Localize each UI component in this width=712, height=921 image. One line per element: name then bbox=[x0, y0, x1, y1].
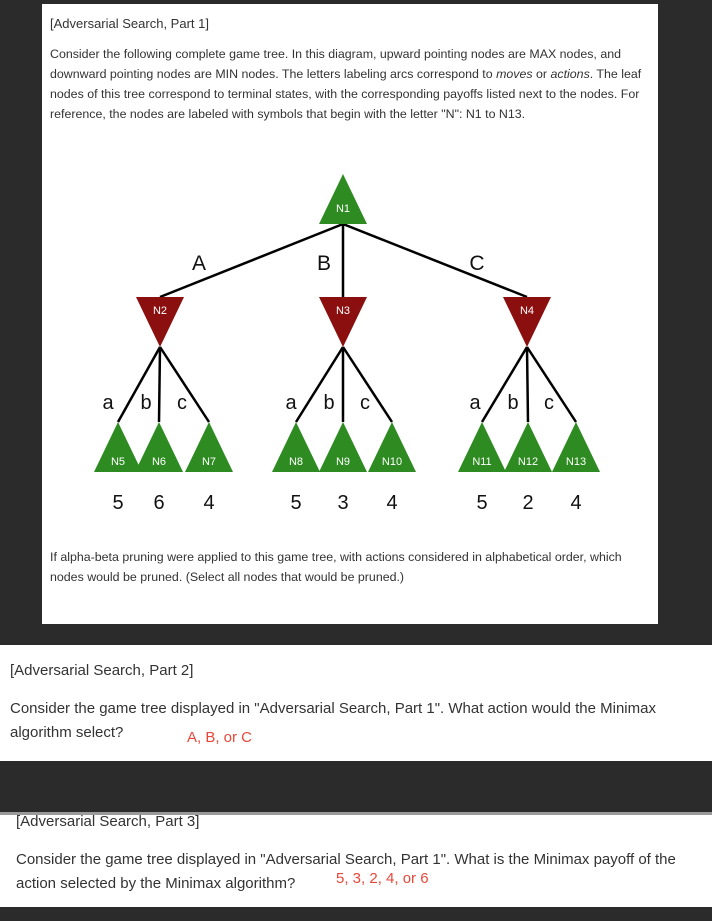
node-label-N5: N5 bbox=[110, 456, 126, 468]
node-label-N9: N9 bbox=[335, 456, 351, 468]
part1-question: If alpha-beta pruning were applied to this game tree, with actions considered in alphabetical order, which nodes would be pruned. (Select all nodes that would be pruned.) bbox=[50, 550, 622, 584]
node-label-N11: N11 bbox=[472, 456, 492, 468]
tree-nodes bbox=[94, 174, 600, 472]
edge-N2-N6 bbox=[159, 347, 160, 422]
node-label-N8: N8 bbox=[288, 456, 304, 468]
action-label-a-N4: a bbox=[469, 392, 481, 414]
action-label-c-N2: c bbox=[177, 392, 187, 414]
intro-or: or bbox=[532, 67, 551, 81]
part2-question: Consider the game tree displayed in "Adversarial Search, Part 1". What action would the Minimax algorithm select? bbox=[10, 700, 656, 741]
payoff-N9: 3 bbox=[337, 492, 349, 514]
tree-payoffs bbox=[112, 492, 581, 514]
payoff-N7: 4 bbox=[203, 492, 215, 514]
node-label-N2: N2 bbox=[152, 305, 168, 317]
part2-answer-dropdown[interactable]: A, B, or C bbox=[187, 729, 253, 746]
part2-title: [Adversarial Search, Part 2] bbox=[10, 662, 194, 679]
action-label-A: A bbox=[191, 252, 207, 275]
payoff-N11: 5 bbox=[476, 492, 488, 514]
action-label-c-N4: c bbox=[544, 392, 554, 414]
edge-N4-N12 bbox=[527, 347, 528, 422]
payoff-N10: 4 bbox=[386, 492, 398, 514]
action-label-b-N2: b bbox=[140, 392, 152, 414]
node-label-N7: N7 bbox=[201, 456, 217, 468]
payoff-N13: 4 bbox=[570, 492, 582, 514]
action-label-B: B bbox=[316, 252, 332, 275]
node-label-N10: N10 bbox=[381, 456, 403, 468]
action-label-b-N4: b bbox=[507, 392, 519, 414]
part1-title: [Adversarial Search, Part 1] bbox=[50, 16, 209, 31]
tree-action-labels bbox=[102, 252, 554, 414]
payoff-N8: 5 bbox=[290, 492, 302, 514]
intro-actions: actions bbox=[550, 67, 590, 81]
node-label-N6: N6 bbox=[151, 456, 167, 468]
part3-title: [Adversarial Search, Part 3] bbox=[16, 813, 200, 830]
payoff-N5: 5 bbox=[112, 492, 124, 514]
payoff-N12: 2 bbox=[522, 492, 534, 514]
intro-text-a: Consider the following complete game tree. In this diagram, upward pointing nodes are MAX nodes, and downward pointing nodes are MIN nodes. The letters labeling arcs correspond to bbox=[50, 47, 621, 81]
node-label-N1: N1 bbox=[335, 203, 351, 215]
node-label-N3: N3 bbox=[335, 305, 351, 317]
intro-text-b: . The leaf nodes of this tree correspond to terminal states, with the corresponding payoffs listed next to the nodes. For reference, the nodes are labeled with symbols that begin with the letter "N": N1 to N13. bbox=[50, 67, 642, 121]
part3-panel bbox=[0, 815, 712, 907]
payoff-N6: 6 bbox=[153, 492, 165, 514]
node-label-N12: N12 bbox=[517, 456, 539, 468]
action-label-C: C bbox=[469, 252, 485, 275]
part3-answer-dropdown[interactable]: 5, 3, 2, 4, or 6 bbox=[336, 870, 429, 887]
edge-root-N2 bbox=[160, 224, 343, 297]
action-label-a-N2: a bbox=[102, 392, 114, 414]
node-label-N13: N13 bbox=[565, 456, 587, 468]
part1-panel bbox=[42, 4, 658, 624]
edge-N4-N11 bbox=[482, 347, 527, 422]
part3-question: Consider the game tree displayed in "Adversarial Search, Part 1". What is the Minimax payoff of the action selected by the Minimax algorithm? bbox=[16, 851, 676, 892]
edge-N2-N5 bbox=[118, 347, 160, 422]
game-tree bbox=[42, 4, 658, 544]
node-label-N4: N4 bbox=[519, 305, 535, 317]
max-node-N1 bbox=[319, 174, 367, 224]
edge-N3-N8 bbox=[296, 347, 343, 422]
action-label-a-N3: a bbox=[285, 392, 297, 414]
action-label-b-N3: b bbox=[323, 392, 335, 414]
intro-moves: moves bbox=[496, 67, 533, 81]
part2-panel bbox=[0, 645, 712, 761]
action-label-c-N3: c bbox=[360, 392, 370, 414]
edge-root-N4 bbox=[343, 224, 527, 297]
